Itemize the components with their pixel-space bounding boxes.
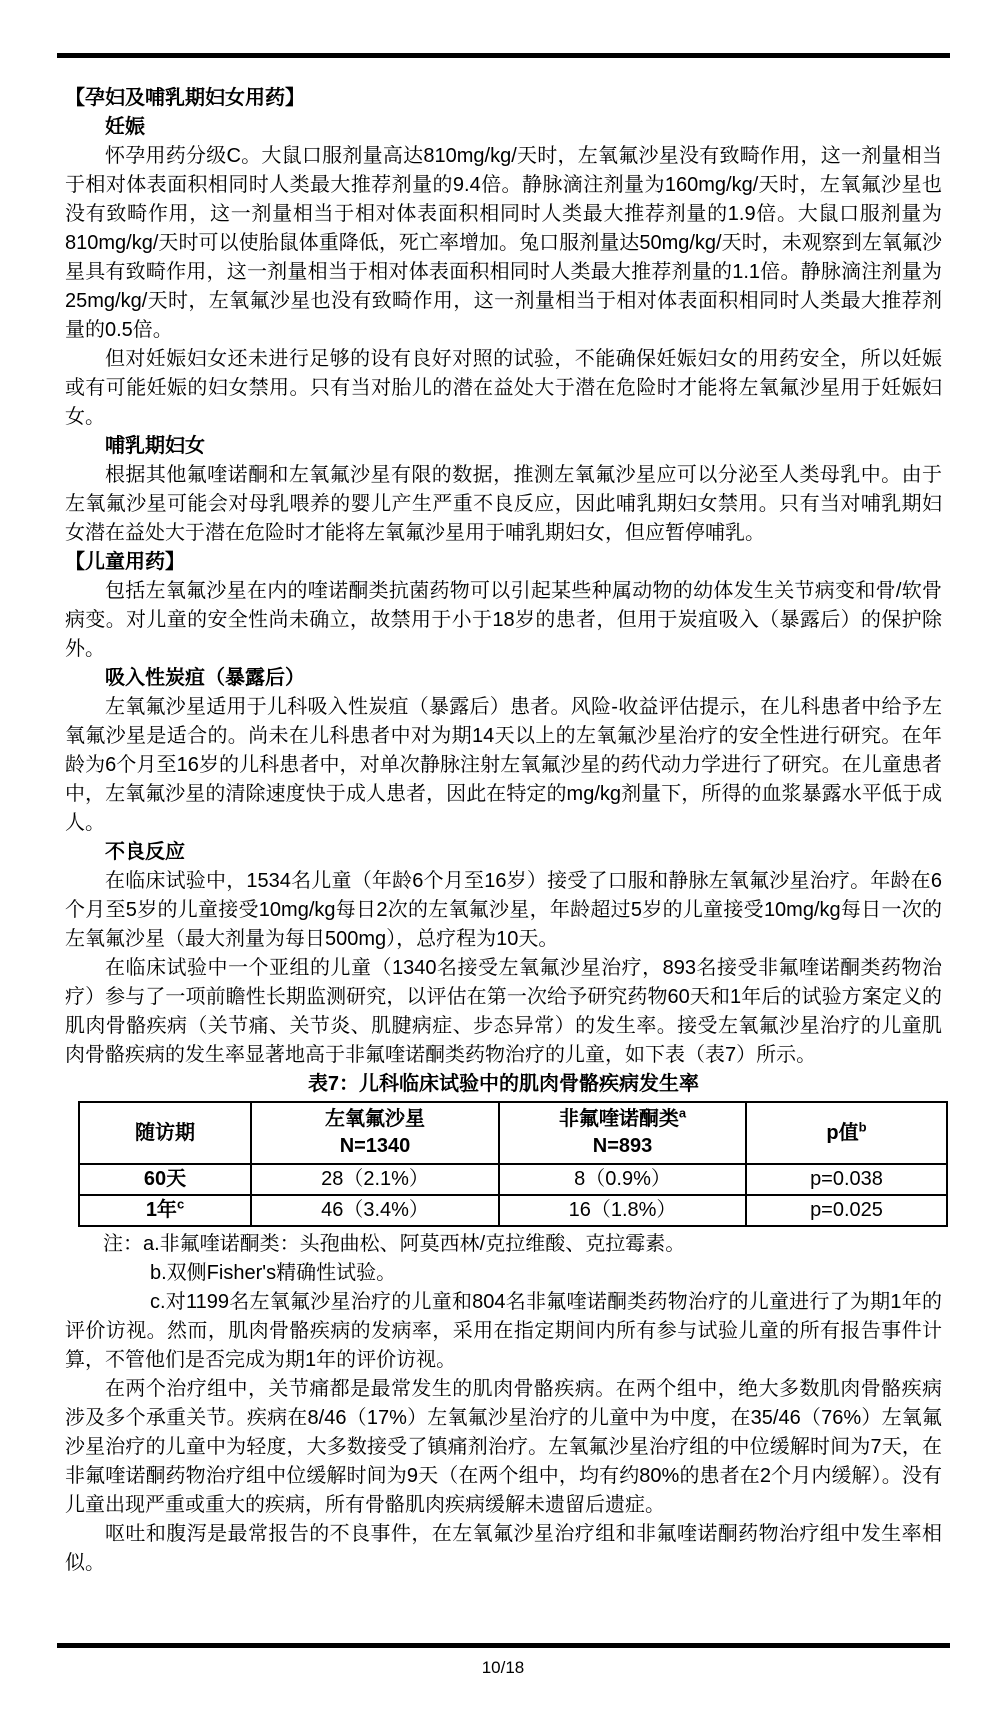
cell-period: [79, 1164, 251, 1195]
bottom-rule: [57, 1643, 950, 1648]
subheading-nursing-women: 哺乳期妇女: [105, 435, 205, 457]
section-heading-pediatric-use: 【儿童用药】: [65, 551, 185, 573]
col-header-non-fluoroquinolone: [499, 1102, 746, 1164]
table7-caption: 表7：儿科临床试验中的肌肉骨骼疾病发生率: [307, 1073, 700, 1095]
cell-nonfluoroquinolone-count: 8（0.9%）: [499, 1164, 746, 1195]
cell-levofloxacin-count: 46（3.4%）: [251, 1195, 499, 1226]
para-anthrax: 左氧氟沙星适用于儿科吸入性炭疽（暴露后）患者。风险-收益评估提示，在儿科患者中给予左氧氟沙星是适合的。尚未在儿科患者中对为期14天以上的左氧氟沙星治疗的安全性进行研究。在年龄为6个月至16岁的儿科患者中，对单次静脉注射左氧氟沙星的药代动力学进行了研究。在儿童患者中，左氧氟沙星的清除速度快于成人患者，因此在特定的mg/kg剂量下，所得的血浆暴露水平低于成人。: [65, 696, 942, 834]
para-pediatric: 包括左氧氟沙星在内的喹诺酮类抗菌药物可以引起某些种属动物的幼体发生关节病变和骨/软骨病变。对儿童的安全性尚未确立，故禁用于小于18岁的患者，但用于炭疽吸入（暴露后）的保护除外。: [65, 580, 942, 660]
col-header-follow-up-period: [79, 1102, 251, 1164]
cell-value: 1年: [145, 1199, 177, 1221]
cell-value: 60天: [143, 1168, 187, 1190]
footnote-c: c.对1199名左氧氟沙星治疗的儿童和804名非氟喹诺酮类药物治疗的儿童进行了为期1年的评价访视。然而，肌肉骨骼疾病的发病率，采用在指定期间内所有参与试验儿童的所有报告事件计算，不管他们是否完成为期1年的评价访视。: [65, 1291, 942, 1371]
header-line: N=1340: [339, 1135, 411, 1157]
header-label: 随访期: [135, 1121, 195, 1144]
subheading-adverse-reactions: 不良反应: [105, 841, 185, 863]
table-row-60-days: [79, 1164, 947, 1195]
subheading-inhalational-anthrax: 吸入性炭疽（暴露后）: [105, 667, 305, 689]
table7-musculoskeletal-incidence: [78, 1101, 948, 1227]
para-discussion: 在两个治疗组中，关节痛都是最常发生的肌肉骨骼疾病。在两个组中，绝大多数肌肉骨骼疾病涉及多个承重关节。疾病在8/46（17%）左氧氟沙星治疗的儿童中为中度，在35/46（76%）左氧氟沙星治疗的儿童中为轻度，大多数接受了镇痛剂治疗。左氧氟沙星治疗组的中位缓解时间为7天，在非氟喹诺酮药物治疗组中位缓解时间为9天（在两个组中，均有约80%的患者在2个月内缓解）。没有儿童出现严重或重大的疾病，所有骨骼肌肉疾病缓解未遗留后遗症。: [65, 1378, 942, 1516]
para-gestation-2: 但对妊娠妇女还未进行足够的设有良好对照的试验，不能确保妊娠妇女的用药安全，所以妊娠或有可能妊娠的妇女禁用。只有当对胎儿的潜在益处大于潜在危险时才能将左氧氟沙星用于妊娠妇女。: [65, 348, 942, 428]
para-adverse-2: 在临床试验中一个亚组的儿童（1340名接受左氧氟沙星治疗，893名接受非氟喹诺酮类药物治疗）参与了一项前瞻性长期监测研究，以评估在第一次给予研究药物60天和1年后的试验方案定义的肌肉骨骼疾病（关节痛、关节炎、肌腱病症、步态异常）的发生率。接受左氧氟沙星治疗的儿童肌肉骨骼疾病的发生率显著地高于非氟喹诺酮类药物治疗的儿童，如下表（表7）所示。: [65, 957, 942, 1066]
cell-p-value: p=0.038: [746, 1164, 947, 1195]
header-label: p值: [826, 1121, 859, 1144]
header-line: N=893: [592, 1135, 653, 1157]
cell-levofloxacin-count: 28（2.1%）: [251, 1164, 499, 1195]
col-header-levofloxacin: [251, 1102, 499, 1164]
table-row-1-year: [79, 1195, 947, 1226]
footnote-marker-c: c: [176, 1196, 185, 1212]
footnote-b: b.双侧Fisher's精确性试验。: [150, 1262, 397, 1284]
para-vomiting-diarrhea: 呕吐和腹泻是最常报告的不良事件，在左氧氟沙星治疗组和非氟喹诺酮药物治疗组中发生率相似。: [65, 1523, 942, 1574]
footnote-marker-b: b: [858, 1118, 867, 1134]
section-heading-pregnancy-nursing: 【孕妇及哺乳期妇女用药】: [65, 87, 305, 109]
footnote-a: 注：a.非氟喹诺酮类：头孢曲松、阿莫西林/克拉维酸、克拉霉素。: [103, 1233, 686, 1255]
footnote-marker-a: a: [678, 1105, 687, 1121]
table7-header-row: [79, 1102, 947, 1164]
cell-period: [79, 1195, 251, 1226]
para-gestation-1: 怀孕用药分级C。大鼠口服剂量高达810mg/kg/天时，左氧氟沙星没有致畸作用，这一剂量相当于相对体表面积相同时人类最大推荐剂量的9.4倍。静脉滴注剂量为160mg/kg/天时，左氧氟沙星也没有致畸作用，这一剂量相当于相对体表面积相同时人类最大推荐剂量的1.9倍。大鼠口服剂量为810mg/kg/天时可以使胎鼠体重降低，死亡率增加。兔口服剂量达50mg/kg/天时，未观察到左氧氟沙星具有致畸作用，这一剂量相当于相对体表面积相同时人类最大推荐剂量的1.1倍。静脉滴注剂量为25mg/kg/天时，左氧氟沙星也没有致畸作用，这一剂量相当于相对体表面积相同时人类最大推荐剂量的0.5倍。: [65, 145, 942, 341]
cell-nonfluoroquinolone-count: 16（1.8%）: [499, 1195, 746, 1226]
subheading-gestation: 妊娠: [105, 116, 145, 138]
cell-p-value: p=0.025: [746, 1195, 947, 1226]
para-nursing: 根据其他氟喹诺酮和左氧氟沙星有限的数据，推测左氧氟沙星应可以分泌至人类母乳中。由于左氧氟沙星可能会对母乳喂养的婴儿产生严重不良反应，因此哺乳期妇女禁用。只有当对哺乳期妇女潜在益处大于潜在危险时才能将左氧氟沙星用于哺乳期妇女，但应暂停哺乳。: [65, 464, 942, 544]
page-content: [65, 84, 942, 1578]
header-line: [500, 1106, 745, 1133]
top-rule: [57, 53, 950, 58]
col-header-p-value: [746, 1102, 947, 1164]
para-adverse-1: 在临床试验中，1534名儿童（年龄6个月至16岁）接受了口服和静脉左氧氟沙星治疗。年龄在6个月至5岁的儿童接受10mg/kg每日2次的左氧氟沙星，年龄超过5岁的儿童接受10mg/kg每日一次的左氧氟沙星（最大剂量为每日500mg），总疗程为10天。: [65, 870, 942, 950]
header-line: 左氧氟沙星: [325, 1108, 425, 1130]
header-label: 非氟喹诺酮类: [558, 1108, 679, 1130]
page-number: 10/18: [481, 1658, 525, 1677]
